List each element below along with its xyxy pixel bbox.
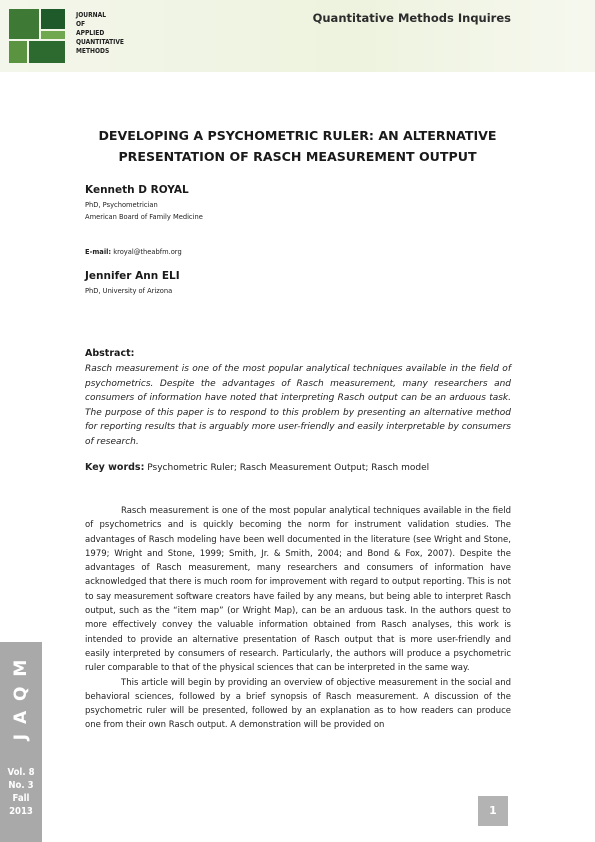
journal-acronym bbox=[3, 652, 39, 746]
keywords-text: Psychometric Ruler; Rasch Measurement Output; Rasch model bbox=[147, 463, 430, 473]
author-name: Jennifer Ann ELI bbox=[85, 270, 180, 282]
author-affiliation: American Board of Family Medicine bbox=[85, 213, 203, 221]
issue-info-line: Fall bbox=[12, 793, 30, 804]
author-name: Kenneth D ROYAL bbox=[85, 184, 189, 196]
author-affiliation: PhD, Psychometrician bbox=[85, 201, 158, 209]
page-number: 1 bbox=[478, 796, 508, 826]
author-affiliation: PhD, University of Arizona bbox=[85, 287, 173, 295]
journal-name-line: OF bbox=[76, 20, 86, 28]
journal-name bbox=[76, 11, 146, 56]
author-email bbox=[85, 247, 182, 258]
journal-name-line: METHODS bbox=[76, 47, 110, 55]
body-paragraph: This article will begin by providing an overview of objective measurement in the social and behavioral sciences, followed by a brief synopsis of Rasch measurement. A discussion of the psychometric ruler will be presented, followed by an explanation as to how readers can produce one from their own Rasch output. A demonstration will be provided on bbox=[85, 677, 511, 731]
paper-title-line: PRESENTATION OF RASCH MEASUREMENT OUTPUT bbox=[118, 149, 477, 164]
keywords bbox=[85, 462, 515, 473]
journal-name-line: APPLIED bbox=[76, 29, 105, 37]
issue-info-line: Vol. 8 bbox=[7, 767, 35, 778]
series-title: Quantitative Methods Inquires bbox=[312, 11, 511, 25]
paper-title bbox=[60, 125, 535, 167]
paper-title-line: DEVELOPING A PSYCHOMETRIC RULER: AN ALTERNATIVE bbox=[98, 128, 497, 143]
body-paragraph: Rasch measurement is one of the most popular analytical techniques available in the field of psychometrics and is quickly becoming the norm for instrument validation studies. The advantages of Rasch modeling have been well documented in the literature (see Wright and Stone, 1979; Wright and Stone, 1999; Smith, Jr. & Smith, 2004; and Bond & Fox, 2007). Despite the advantages of Rasch measurement, many researchers and consumers of information have acknowledged that there is much room for improvement with regard to output reporting. This is not to say measurement software creators have failed by any means, but being able to interpret Rasch output, such as the “item map” (or Wright Map), can be an arduous task. In the authors quest to more effectively convey the valuable information obtained from Rasch analyses, this work is intended to provide an alternative presentation of Rasch output that is more user-friendly and easily interpreted by consumers of research. Particularly, the authors will produce a psychometric ruler comparable to that of the physical sciences that can be interpreted in the same way. bbox=[85, 506, 511, 674]
issue-info bbox=[0, 766, 42, 818]
journal-header bbox=[0, 0, 595, 72]
issue-info-line: 2013 bbox=[9, 806, 33, 817]
abstract-heading: Abstract: bbox=[85, 348, 135, 359]
abstract-text: Rasch measurement is one of the most popular analytical techniques available in the field of psychometrics. Despite the advantages of Rasch measurement, many researchers and consumers of information have noted that interpreting Rasch output can be an arduous task. The purpose of this paper is to respond to this problem by presenting an alternative method for reporting results that is arguably more user-friendly and easily interpretable by consumers of research. bbox=[85, 364, 511, 447]
journal-name-line: JOURNAL bbox=[76, 11, 106, 19]
journal-name-line: QUANTITATIVE bbox=[76, 38, 124, 46]
email-address[interactable]: kroyal@theabfm.org bbox=[113, 248, 182, 256]
keywords-label: Key words: bbox=[85, 462, 145, 473]
journal-acronym-text: J A Q M bbox=[11, 657, 31, 741]
journal-logo bbox=[9, 9, 65, 63]
body-text bbox=[85, 504, 511, 733]
email-label: E-mail: bbox=[85, 248, 112, 256]
issue-info-line: No. 3 bbox=[8, 780, 34, 791]
